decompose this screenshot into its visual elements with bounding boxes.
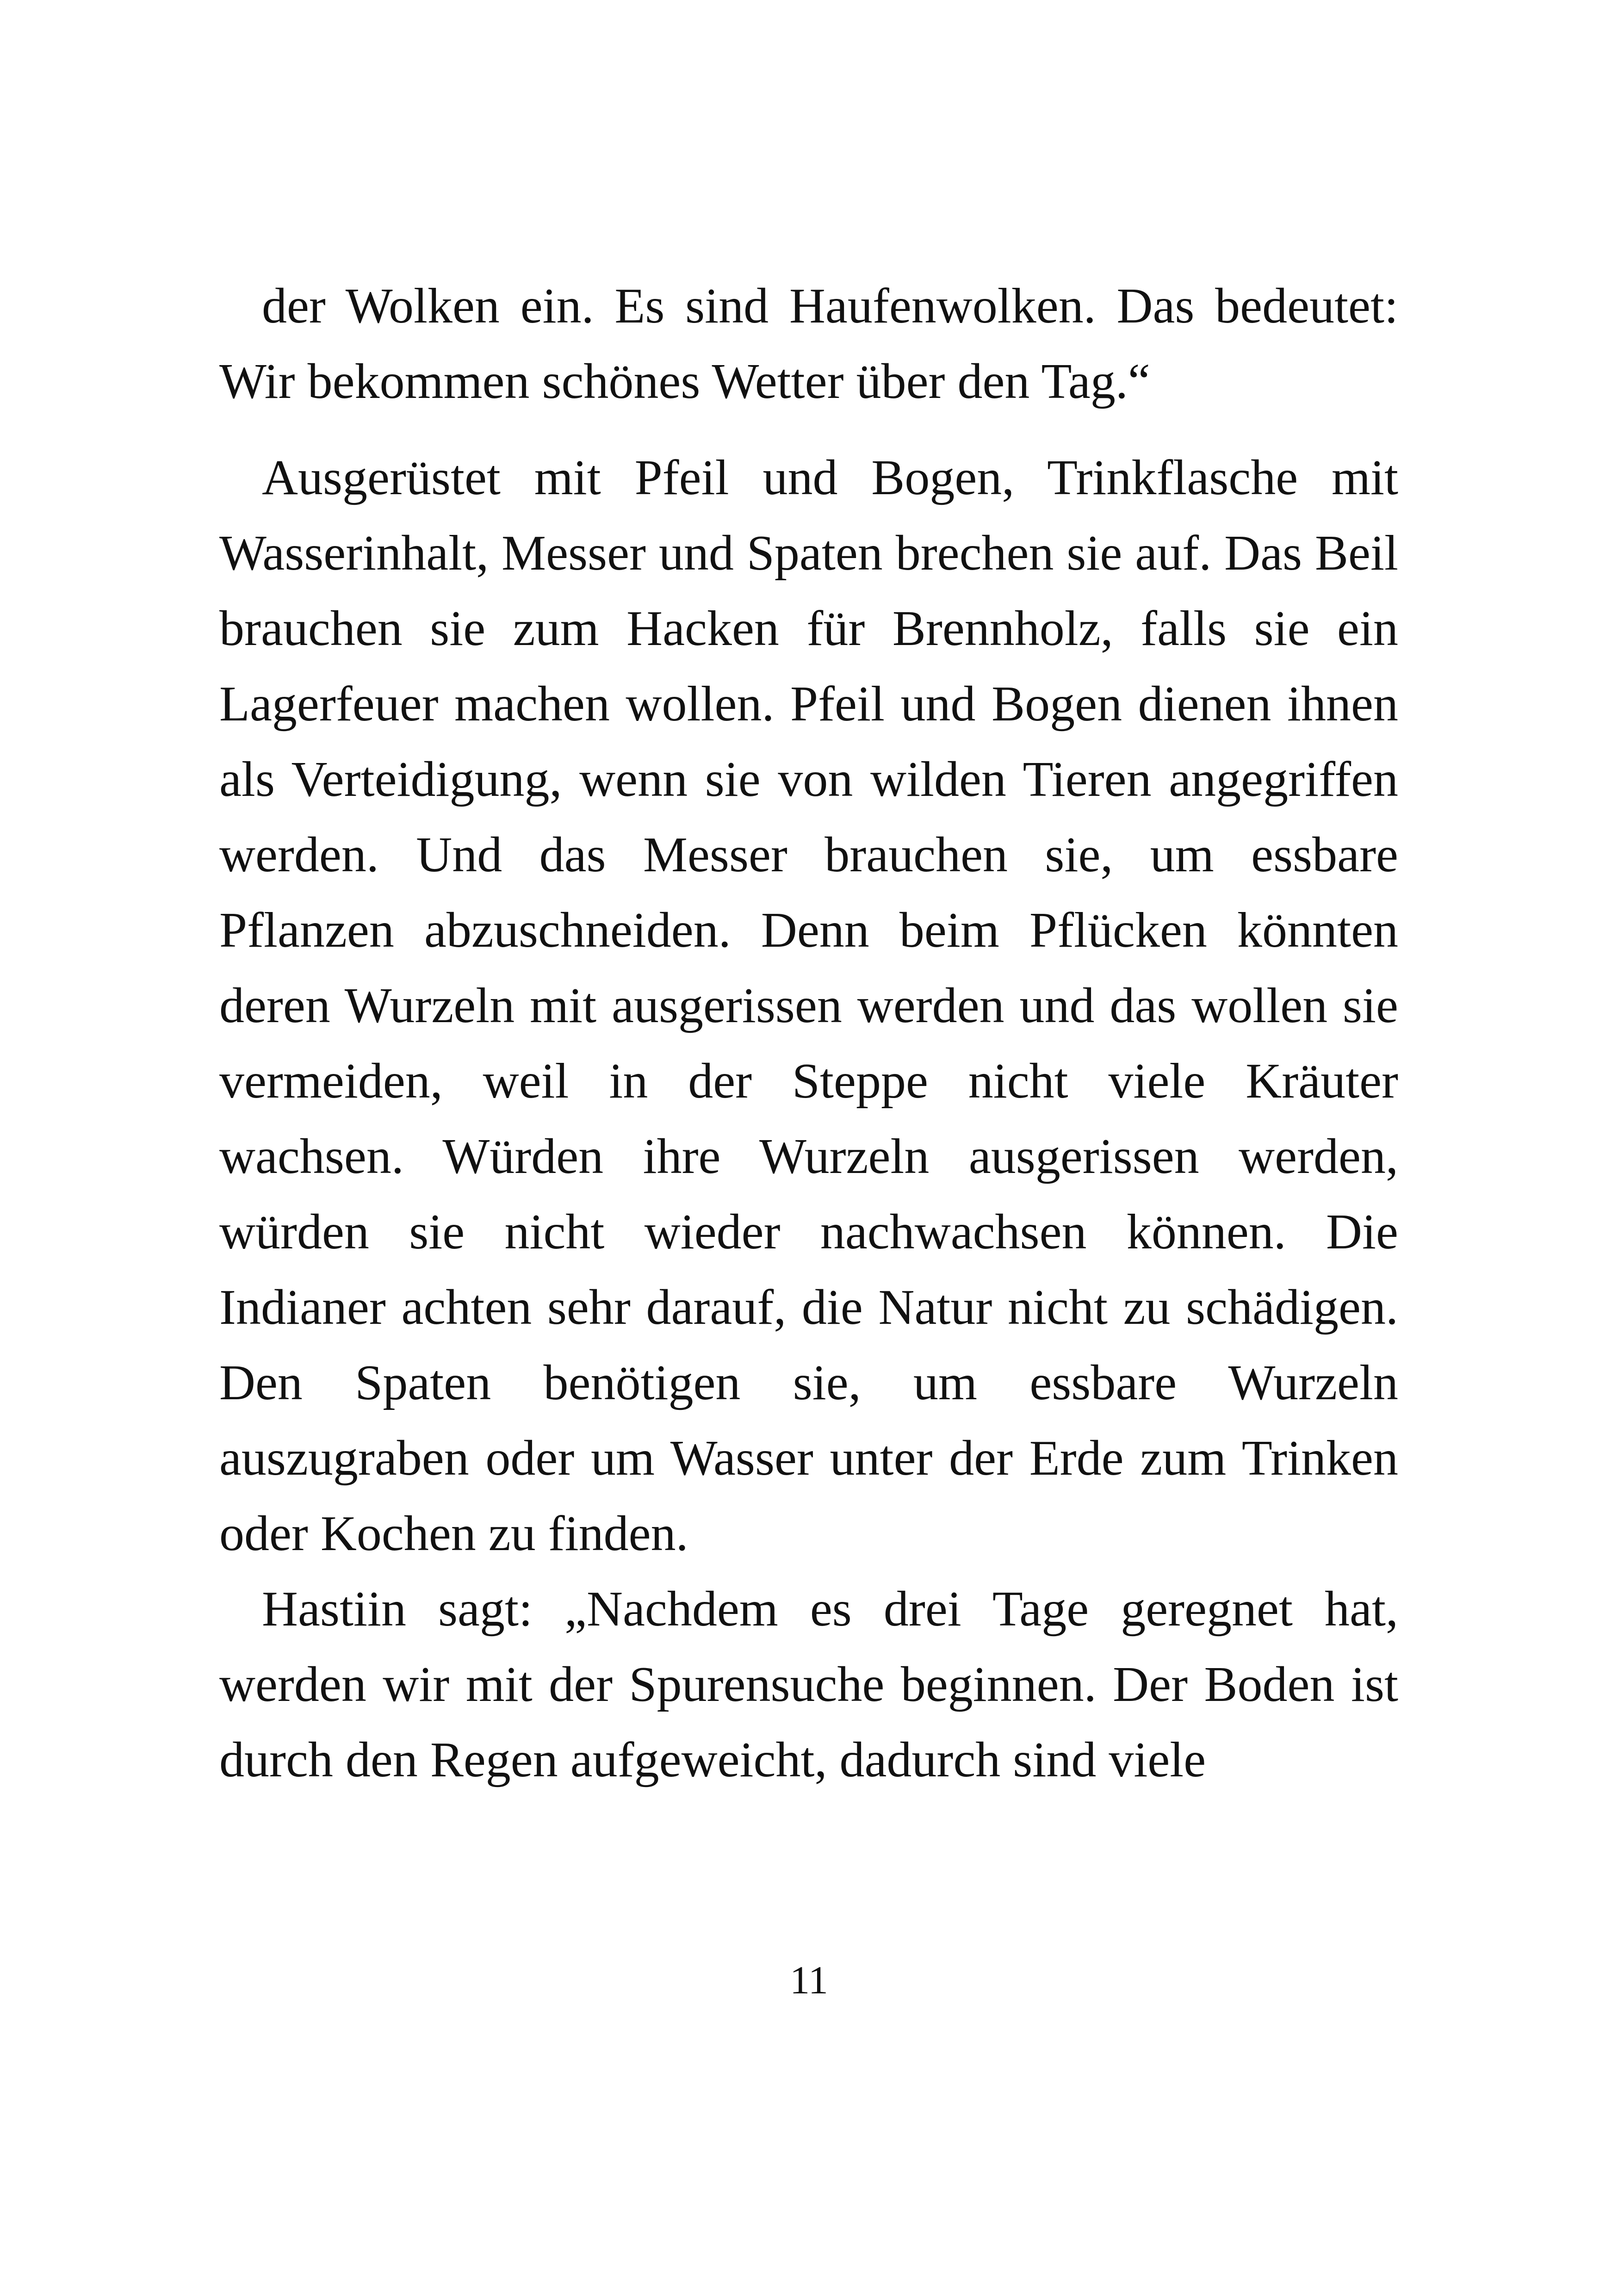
paragraph-1: der Wolken ein. Es sind Haufenwolken. Das bedeutet: Wir bekommen schönes Wetter über den Tag.“ (219, 279, 1398, 409)
body-text (219, 268, 1398, 1798)
paragraph-2: Ausgerüstet mit Pfeil und Bogen, Trinkflasche mit Wasserinhalt, Messer und Spaten brechen sie auf. Das Beil brauchen sie zum Hacken für Brennholz, falls sie ein Lagerfeuer machen wollen. Pfeil und Bogen dienen ihnen als Verteidigung, wenn sie von wilden Tieren angegriffen werden. Und das Messer brauchen sie, um essbare Pflanzen abzuschneiden. Denn beim Pflücken könnten deren Wurzeln mit ausgerissen werden und das wollen sie vermeiden, weil in der Steppe nicht viele Kräuter wachsen. Würden ihre Wurzeln ausgerissen werden, würden sie nicht wieder nachwachsen können. Die Indianer achten sehr darauf, die Natur nicht zu schädigen. Den Spaten benötigen sie, um essbare Wurzeln auszugraben oder um Wasser unter der Erde zum Trinken oder Kochen zu finden. (219, 450, 1398, 1561)
paragraph-3: Hastiin sagt: „Nachdem es drei Tage geregnet hat, werden wir mit der Spurensuche beginnen. Der Boden ist durch den Regen aufgeweicht, dadurch sind viele (219, 1582, 1398, 1787)
page-number: 11 (790, 1958, 828, 2002)
